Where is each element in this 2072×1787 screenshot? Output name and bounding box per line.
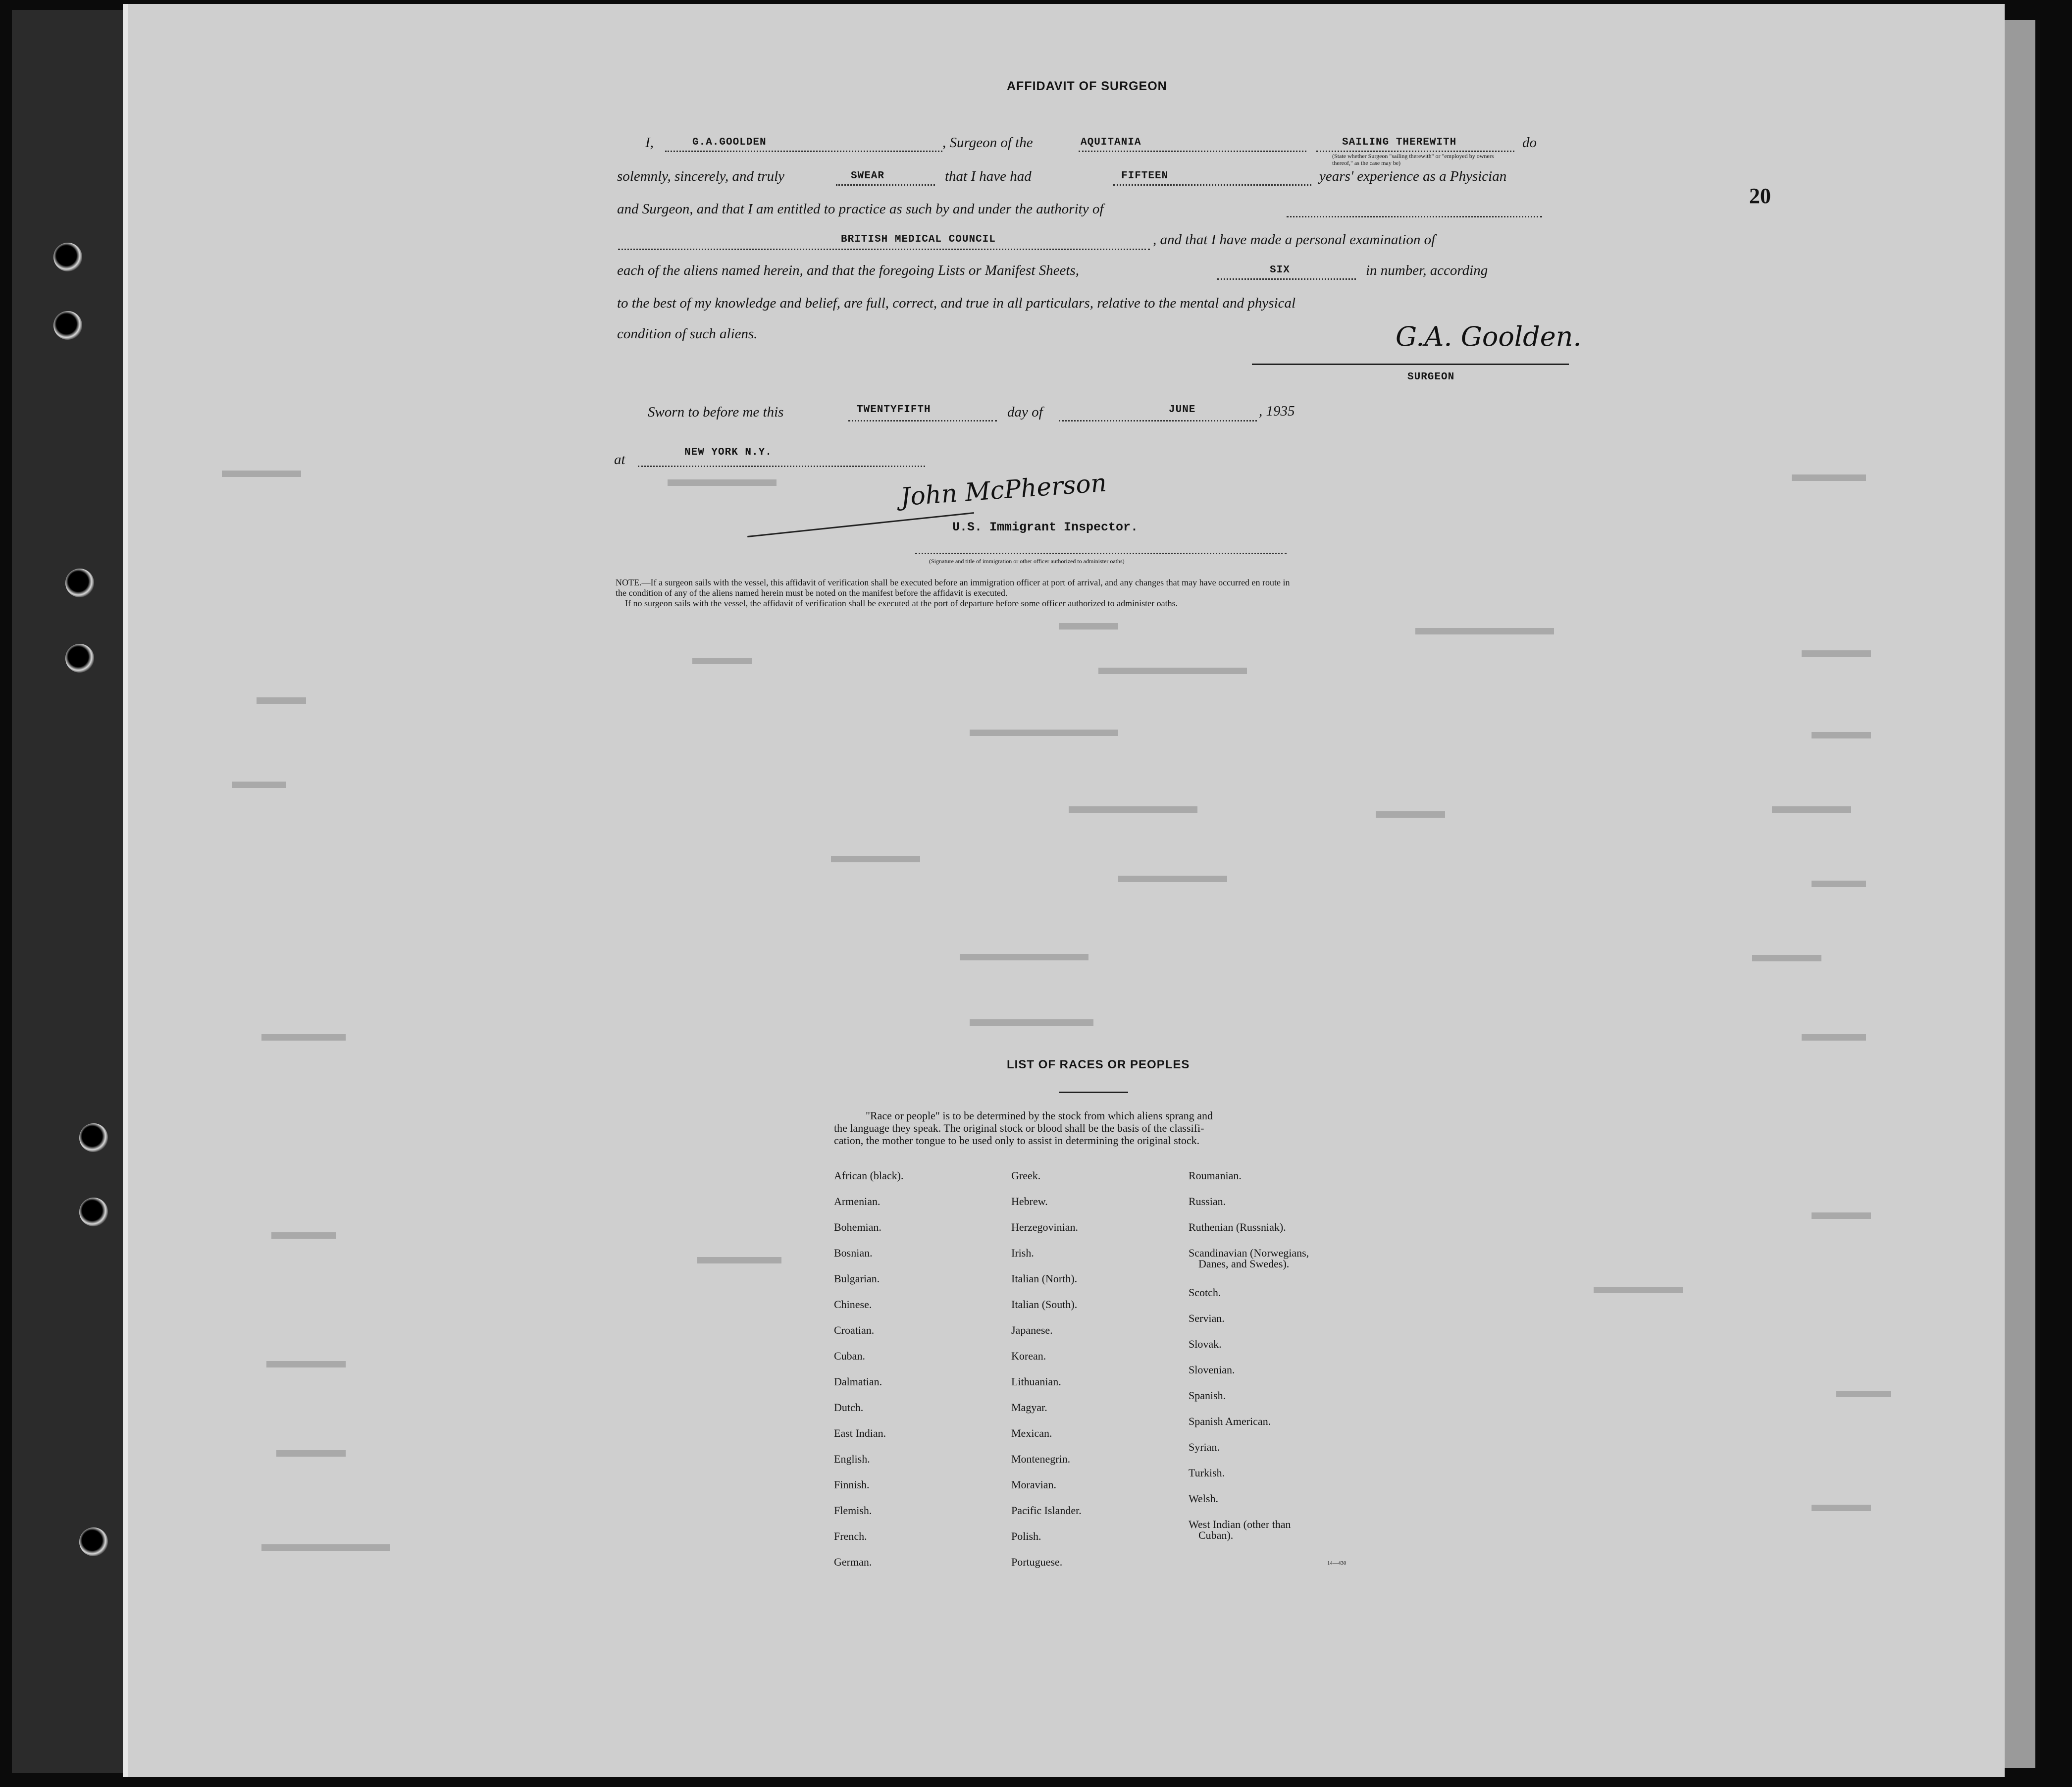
sworn-day-value: TWENTYFIFTH bbox=[857, 404, 931, 416]
bleed-through bbox=[257, 697, 306, 704]
note-line-1: NOTE.—If a surgeon sails with the vessel, this affidavit of verification shall be executed before an immigration officer at port of arrival, and any changes that may have occurred en route in bbox=[616, 578, 1290, 587]
bleed-through bbox=[1836, 1391, 1891, 1397]
note-line-2: the condition of any of the aliens named herein must be noted on the manifest before the affidavit is executed. bbox=[616, 588, 1008, 598]
manifest-page bbox=[123, 4, 2005, 1777]
bleed-through bbox=[960, 954, 1088, 960]
race-item: Magyar. bbox=[1011, 1401, 1047, 1414]
race-item: Armenian. bbox=[834, 1195, 881, 1208]
bleed-through bbox=[692, 658, 752, 664]
binding-strip bbox=[12, 10, 127, 1773]
race-item: Portuguese. bbox=[1011, 1556, 1063, 1568]
sworn-mid: day of bbox=[1007, 404, 1043, 420]
surgeon-name-value: G.A.GOOLDEN bbox=[692, 137, 767, 148]
race-item: Korean. bbox=[1011, 1350, 1046, 1362]
inspector-title: U.S. Immigrant Inspector. bbox=[952, 520, 1139, 534]
race-item: Japanese. bbox=[1011, 1324, 1053, 1336]
binding-hole bbox=[53, 311, 82, 340]
line6: to the best of my knowledge and belief, are full, correct, and true in all particulars, relative to the mental and physical bbox=[617, 295, 1296, 311]
race-item: Mexican. bbox=[1011, 1427, 1052, 1439]
race-item: Cuban). bbox=[1198, 1529, 1234, 1541]
line1-suffix: do bbox=[1522, 135, 1537, 151]
race-item: German. bbox=[834, 1556, 872, 1568]
race-item: Irish. bbox=[1011, 1247, 1034, 1259]
race-item: Danes, and Swedes). bbox=[1198, 1258, 1290, 1270]
bleed-through bbox=[266, 1361, 346, 1367]
bleed-through bbox=[1118, 876, 1227, 882]
sworn-year: , 1935 bbox=[1259, 403, 1295, 419]
line2-suffix: years' experience as a Physician bbox=[1319, 168, 1507, 184]
race-item: Hebrew. bbox=[1011, 1195, 1048, 1208]
bleed-through bbox=[276, 1450, 346, 1457]
binding-hole bbox=[79, 1527, 108, 1556]
line5-suffix: in number, according bbox=[1366, 263, 1488, 278]
races-title: LIST OF RACES OR PEOPLES bbox=[1007, 1058, 1190, 1071]
bleed-through bbox=[668, 479, 777, 486]
race-item: French. bbox=[834, 1530, 867, 1542]
bleed-through bbox=[261, 1544, 390, 1551]
race-item: Dutch. bbox=[834, 1401, 864, 1414]
race-item: Spanish American. bbox=[1189, 1415, 1271, 1427]
bleed-through bbox=[970, 730, 1118, 736]
bleed-through bbox=[831, 856, 920, 862]
races-title-underline bbox=[1059, 1092, 1128, 1093]
race-item: Slovak. bbox=[1189, 1338, 1222, 1350]
bleed-through bbox=[1069, 806, 1197, 813]
sworn-month-line bbox=[1059, 420, 1257, 421]
race-item: Montenegrin. bbox=[1011, 1453, 1071, 1465]
races-intro-1: "Race or people" is to be determined by the stock from which aliens sprang and bbox=[866, 1109, 1213, 1122]
binding-hole bbox=[65, 644, 94, 673]
form-code: 14—430 bbox=[1327, 1560, 1347, 1566]
surgeon-signature: G.A. Goolden. bbox=[1396, 321, 1582, 352]
vessel-value: AQUITANIA bbox=[1081, 137, 1141, 148]
vessel-line bbox=[1079, 151, 1306, 152]
bleed-through bbox=[1812, 881, 1866, 887]
bleed-through bbox=[1772, 806, 1851, 813]
binding-hole bbox=[79, 1123, 108, 1152]
race-item: Pacific Islander. bbox=[1011, 1504, 1082, 1517]
race-item: Italian (North). bbox=[1011, 1272, 1078, 1285]
race-item: Flemish. bbox=[834, 1504, 872, 1517]
years-value: FIFTEEN bbox=[1121, 170, 1169, 182]
race-item: Bulgarian. bbox=[834, 1272, 880, 1285]
race-item: West Indian (other than bbox=[1189, 1518, 1291, 1530]
race-item: Russian. bbox=[1189, 1195, 1226, 1208]
binding-hole bbox=[79, 1198, 108, 1226]
authority-line bbox=[618, 249, 1150, 250]
line1-prefix: I, bbox=[645, 135, 654, 151]
race-item: Turkish. bbox=[1189, 1467, 1225, 1479]
page-number: 20 bbox=[1749, 184, 1771, 208]
status-value: SAILING THEREWITH bbox=[1342, 137, 1457, 148]
page-edge bbox=[2001, 20, 2035, 1768]
race-item: Cuban. bbox=[834, 1350, 865, 1362]
sworn-day-line bbox=[848, 420, 997, 421]
bleed-through bbox=[261, 1034, 346, 1041]
line2-prefix: solemnly, sincerely, and truly bbox=[617, 168, 785, 184]
inspector-line bbox=[915, 553, 1287, 554]
race-item: Welsh. bbox=[1189, 1492, 1218, 1505]
race-item: Roumanian. bbox=[1189, 1169, 1242, 1182]
bleed-through bbox=[1802, 650, 1871, 657]
place-line bbox=[638, 466, 925, 467]
bleed-through bbox=[1802, 1034, 1866, 1041]
place-prefix: at bbox=[614, 452, 625, 468]
years-line bbox=[1113, 184, 1311, 186]
race-item: Bohemian. bbox=[834, 1221, 881, 1233]
bleed-through bbox=[1059, 623, 1118, 630]
binding-hole bbox=[53, 243, 82, 271]
race-item: Polish. bbox=[1011, 1530, 1041, 1542]
race-item: East Indian. bbox=[834, 1427, 886, 1439]
race-item: Croatian. bbox=[834, 1324, 875, 1336]
bleed-through bbox=[1792, 474, 1866, 481]
bleed-through bbox=[222, 471, 301, 477]
race-item: Spanish. bbox=[1189, 1389, 1226, 1402]
race-item: Slovenian. bbox=[1189, 1364, 1235, 1376]
bleed-through bbox=[1415, 628, 1554, 634]
race-item: Lithuanian. bbox=[1011, 1375, 1061, 1388]
bleed-through bbox=[1594, 1287, 1683, 1293]
line1-mid: , Surgeon of the bbox=[942, 135, 1033, 151]
status-note: (State whether Surgeon "sailing therewith" or "employed by owners thereof," as the case may be) bbox=[1332, 153, 1494, 166]
authority-value: BRITISH MEDICAL COUNCIL bbox=[841, 234, 996, 245]
place-value: NEW YORK N.Y. bbox=[684, 447, 772, 458]
affidavit-title: AFFIDAVIT OF SURGEON bbox=[1007, 79, 1167, 93]
races-intro-3: cation, the mother tongue to be used only to assist in determining the original stock. bbox=[834, 1134, 1200, 1147]
surgeon-name-line bbox=[665, 151, 942, 152]
bleed-through bbox=[1812, 732, 1871, 738]
race-item: African (black). bbox=[834, 1169, 904, 1182]
binding-hole bbox=[65, 569, 94, 597]
bleed-through bbox=[970, 1019, 1093, 1026]
race-item: Moravian. bbox=[1011, 1478, 1057, 1491]
race-item: Scandinavian (Norwegians, bbox=[1189, 1247, 1309, 1259]
line4-suffix: , and that I have made a personal examination of bbox=[1153, 232, 1436, 248]
race-item: Finnish. bbox=[834, 1478, 870, 1491]
bleed-through bbox=[1752, 955, 1821, 961]
line5-prefix: each of the aliens named herein, and that the foregoing Lists or Manifest Sheets, bbox=[617, 263, 1079, 278]
line2-mid: that I have had bbox=[945, 168, 1032, 184]
bleed-through bbox=[697, 1257, 781, 1263]
race-item: Scotch. bbox=[1189, 1286, 1221, 1299]
race-item: Chinese. bbox=[834, 1298, 872, 1311]
status-line bbox=[1316, 151, 1514, 152]
authority-line-upper bbox=[1287, 216, 1542, 217]
race-item: Dalmatian. bbox=[834, 1375, 882, 1388]
oath-line bbox=[836, 184, 935, 186]
surgeon-caption: SURGEON bbox=[1407, 371, 1455, 383]
bleed-through bbox=[1098, 668, 1247, 674]
surgeon-signature-line bbox=[1252, 364, 1569, 365]
inspector-signature-stroke bbox=[747, 512, 974, 537]
line7: condition of such aliens. bbox=[617, 326, 758, 342]
oath-value: SWEAR bbox=[851, 170, 885, 182]
race-item: Herzegovinian. bbox=[1011, 1221, 1078, 1233]
race-item: Syrian. bbox=[1189, 1441, 1220, 1453]
inspector-signature: John McPherson bbox=[899, 468, 1108, 512]
race-item: Ruthenian (Russniak). bbox=[1189, 1221, 1286, 1233]
bleed-through bbox=[271, 1232, 336, 1239]
sheets-value: SIX bbox=[1270, 264, 1290, 276]
line3: and Surgeon, and that I am entitled to practice as such by and under the authority of bbox=[617, 201, 1104, 217]
races-intro-2: the language they speak. The original stock or blood shall be the basis of the classifi- bbox=[834, 1122, 1204, 1134]
bleed-through bbox=[1812, 1505, 1871, 1511]
bleed-through bbox=[232, 782, 286, 788]
inspector-caption: (Signature and title of immigration or other officer authorized to administer oaths) bbox=[929, 558, 1125, 565]
bleed-through bbox=[1376, 811, 1445, 818]
race-item: Servian. bbox=[1189, 1312, 1225, 1324]
race-item: Greek. bbox=[1011, 1169, 1041, 1182]
race-item: Italian (South). bbox=[1011, 1298, 1078, 1311]
sworn-month-value: JUNE bbox=[1169, 404, 1196, 416]
race-item: English. bbox=[834, 1453, 870, 1465]
note-line-3: If no surgeon sails with the vessel, the affidavit of verification shall be executed at the port of departure before some officer authorized to administer oaths. bbox=[625, 598, 1178, 608]
sworn-prefix: Sworn to before me this bbox=[648, 404, 784, 420]
sheets-line bbox=[1217, 278, 1356, 280]
bleed-through bbox=[1812, 1212, 1871, 1219]
race-item: Bosnian. bbox=[834, 1247, 873, 1259]
